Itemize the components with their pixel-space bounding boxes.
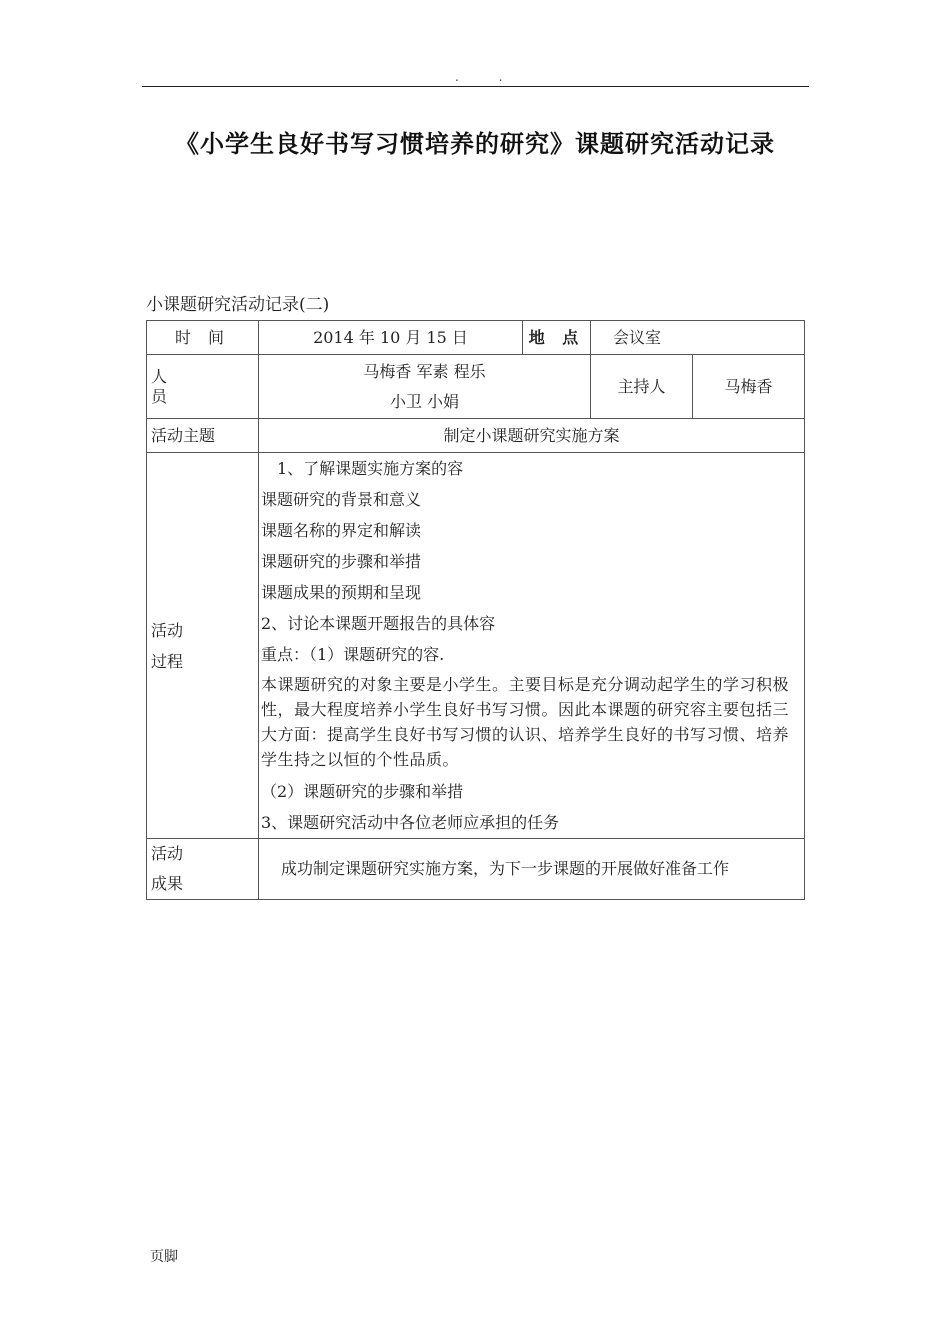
- process-label-line-1: 活动: [151, 620, 184, 640]
- theme-label: 活动主题: [147, 419, 259, 453]
- page-footer: 页脚: [150, 1249, 178, 1265]
- people-line-2: 小卫 小娟: [389, 391, 460, 411]
- theme-value: 制定小课题研究实施方案: [259, 419, 805, 453]
- host-value: 马梅香: [693, 355, 805, 419]
- process-content: [259, 453, 805, 839]
- people-label-text: 人 员: [151, 367, 208, 406]
- record-subtitle: 小课题研究活动记录(二): [146, 295, 330, 315]
- process-line: 重点：（1）课题研究的容.: [261, 645, 445, 664]
- process-paragraph: 本课题研究的对象主要是小学生。主要目标是充分调动起学生的学习积极性，最大程度培养小学生良好书写习惯。因此本课题的研究容主要包括三大方面：提高学生良好书写习惯的认识、培养学生良好的书写习惯、培养学生持之以恒的个性品质。: [261, 675, 790, 769]
- place-value: 会议室: [591, 321, 805, 355]
- time-value: 2014 年 10 月 15 日: [259, 321, 523, 355]
- process-label-line-2: 过程: [151, 651, 184, 671]
- process-line: 课题名称的界定和解读: [261, 521, 422, 540]
- table-row: [147, 453, 805, 839]
- result-text: 成功制定课题研究实施方案，为下一步课题的开展做好准备工作: [281, 859, 730, 879]
- table-row: [147, 419, 805, 453]
- table-row: [147, 321, 805, 355]
- people-line-1: 马梅香 军素 程乐: [363, 361, 486, 381]
- place-label: 地 点: [523, 321, 591, 355]
- header-rule: [142, 86, 809, 87]
- time-label: 时 间: [147, 321, 259, 355]
- process-line: （2）课题研究的步骤和举措: [261, 782, 464, 801]
- process-label: [147, 453, 259, 839]
- activity-record-table: [146, 320, 805, 900]
- process-line: 课题研究的背景和意义: [261, 490, 422, 509]
- process-line: 3、课题研究活动中各位老师应承担的任务: [261, 813, 560, 832]
- header-dots: . .: [455, 70, 521, 84]
- process-line: 课题研究的步骤和举措: [261, 552, 422, 571]
- result-value: [259, 839, 805, 900]
- people-value: [259, 355, 591, 419]
- table-row: [147, 355, 805, 419]
- process-line: 1、了解课题实施方案的容: [277, 459, 464, 478]
- result-label-line-1: 活动: [151, 844, 184, 863]
- process-line: 2、讨论本课题开题报告的具体容: [261, 614, 496, 633]
- people-label: [147, 355, 259, 419]
- result-label: [147, 839, 259, 900]
- host-label: 主持人: [591, 355, 693, 419]
- process-line: 课题成果的预期和呈现: [261, 583, 422, 602]
- result-label-line-2: 成果: [151, 874, 184, 893]
- table-row: [147, 839, 805, 900]
- document-title: 《小学生良好书写习惯培养的研究》课题研究活动记录: [175, 130, 775, 158]
